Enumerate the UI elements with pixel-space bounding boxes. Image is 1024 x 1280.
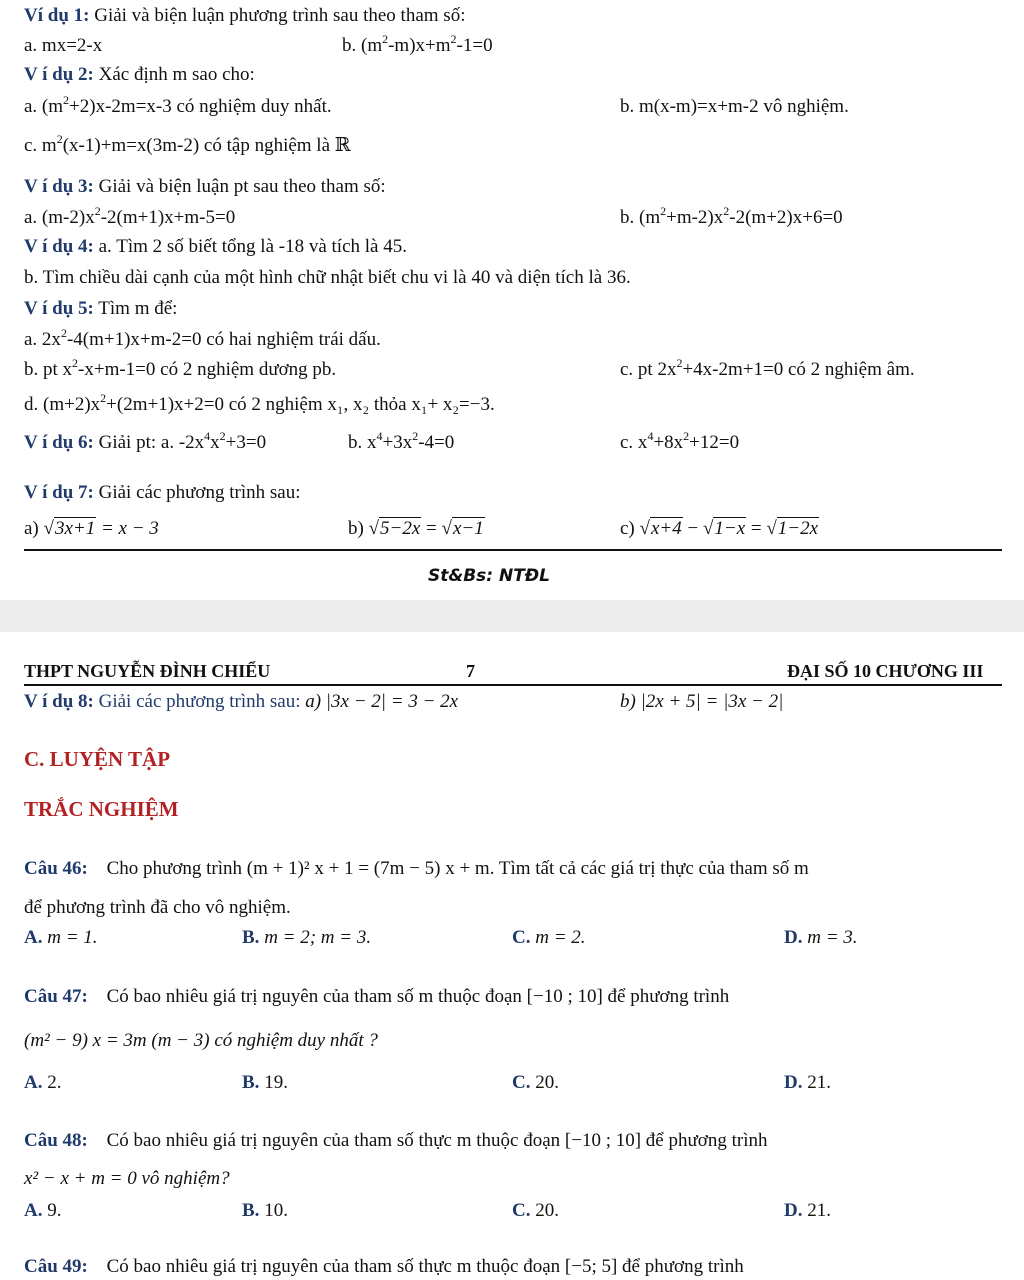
example-7-title: V í dụ 7:	[24, 482, 94, 503]
question-46-text-2: để phương trình đã cho vô nghiệm.	[24, 897, 291, 918]
signature: St&Bs: NTĐL	[428, 566, 551, 586]
example-8	[24, 690, 458, 714]
example-6: V í dụ 6: Giải pt: a. $-2x^4x^2+3=0$	[24, 429, 267, 453]
example-2-title: V í dụ 2:	[24, 64, 94, 85]
example-1	[24, 4, 465, 28]
header-school: THPT NGUYỄN ĐÌNH CHIỂU	[24, 661, 271, 681]
question-49-text: Có bao nhiêu giá trị nguyên của tham số thực m thuộc đoạn [−5; 5] để phương trình	[106, 1256, 744, 1277]
question-46-text: Cho phương trình (m + 1)² x + 1 = (7m − 5) x + m. Tìm tất cả các giá trị thực của tham số m	[106, 858, 809, 879]
example-7	[24, 481, 300, 505]
example-1-a: a. mx=2-x	[24, 35, 103, 56]
question-46	[24, 857, 809, 881]
example-2-text: Xác định m sao cho:	[98, 64, 255, 85]
section-multiple-choice: TRẮC NGHIỆM	[24, 797, 179, 821]
example-7-b: b) √5−2x = √x−1	[348, 518, 484, 539]
q47-option-a[interactable]: A. 2.	[24, 1072, 62, 1093]
question-48-text-2: x² − x + m = 0 vô nghiệm?	[24, 1168, 230, 1189]
question-47-text-2: (m² − 9) x = 3m (m − 3) có nghiệm duy nhất ?	[24, 1030, 378, 1051]
example-8-a: a) |3x − 2| = 3 − 2x	[305, 691, 459, 712]
example-5-a: a. $2x^2-4(m+1)x+m-2=0$ có hai nghiệm trái dấu.	[24, 326, 381, 350]
divider	[24, 549, 1002, 551]
header-chapter: ĐẠI SỐ 10 CHƯƠNG III	[787, 661, 984, 681]
example-5-title: V í dụ 5:	[24, 298, 94, 319]
example-1-b: b. $(m^2-m)x+m^2-1=0$	[342, 32, 493, 56]
example-5-d: d. $(m+2)x^2+(2m+1)x+2=0$ có 2 nghiệm x₁, x₂ thỏa x₁+ x₂=−3.	[24, 391, 495, 415]
q48-option-a[interactable]: A. 9.	[24, 1200, 62, 1221]
example-6-c: c. $x^4+8x^2+12=0$	[620, 429, 740, 453]
question-49-label: Câu 49:	[24, 1256, 88, 1277]
example-2	[24, 63, 255, 87]
example-5-text: Tìm m để:	[98, 298, 178, 319]
question-48	[24, 1129, 767, 1153]
example-7-text: Giải các phương trình sau:	[98, 482, 301, 503]
example-7-c: c) √x+4 − √1−x = √1−2x	[620, 518, 819, 539]
q46-option-a[interactable]: A. m = 1.	[24, 927, 98, 948]
question-48-label: Câu 48:	[24, 1130, 88, 1151]
question-47-label: Câu 47:	[24, 986, 88, 1007]
q48-option-d[interactable]: D. 21.	[784, 1200, 831, 1221]
q47-option-b[interactable]: B. 19.	[242, 1072, 288, 1093]
example-4-b: b. Tìm chiều dài cạnh của một hình chữ nhật biết chu vi là 40 và diện tích là 36.	[24, 267, 631, 288]
example-8-b: b) |2x + 5| = |3x − 2|	[620, 691, 784, 712]
example-8-title: V í dụ 8:	[24, 691, 94, 712]
example-7-a: a) √3x+1 = x − 3	[24, 518, 159, 539]
example-8-text: Giải các phương trình sau:	[98, 691, 301, 712]
example-5-b: b. pt $x^2-x+m-1=0$ có 2 nghiệm dương pb.	[24, 356, 337, 380]
example-3-text: Giải và biện luận pt sau theo tham số:	[98, 176, 386, 197]
example-2-b: b. m(x-m)=x+m-2 vô nghiệm.	[620, 96, 849, 117]
section-practice: C. LUYỆN TẬP	[24, 747, 171, 771]
example-4-text: a. Tìm 2 số biết tổng là -18 và tích là 45.	[98, 236, 407, 257]
q48-option-b[interactable]: B. 10.	[242, 1200, 288, 1221]
q48-option-c[interactable]: C. 20.	[512, 1200, 559, 1221]
q47-option-c[interactable]: C. 20.	[512, 1072, 559, 1093]
example-6-b: b. $x^4+3x^2-4=0$	[348, 429, 455, 453]
question-47-text: Có bao nhiêu giá trị nguyên của tham số m thuộc đoạn [−10 ; 10] để phương trình	[106, 986, 730, 1007]
example-2-c: c. $m^2(x-1)+m=x(3m-2)$ có tập nghiệm là ℝ	[24, 132, 351, 156]
example-4	[24, 235, 407, 259]
example-1-text: Giải và biện luận phương trình sau theo tham số:	[94, 5, 466, 26]
page-break	[0, 600, 1024, 632]
q46-option-d[interactable]: D. m = 3.	[784, 927, 858, 948]
question-47	[24, 985, 729, 1009]
q46-option-c[interactable]: C. m = 2.	[512, 927, 586, 948]
example-1-title: Ví dụ 1:	[24, 5, 90, 26]
example-3-title: V í dụ 3:	[24, 176, 94, 197]
example-5	[24, 297, 177, 321]
example-6-title: V í dụ 6:	[24, 432, 94, 453]
question-49	[24, 1255, 744, 1279]
q46-option-b[interactable]: B. m = 2; m = 3.	[242, 927, 372, 948]
example-3	[24, 175, 386, 199]
q47-option-d[interactable]: D. 21.	[784, 1072, 831, 1093]
header-rule	[24, 684, 1002, 686]
example-3-b: b. $(m^2+m-2)x^2-2(m+2)x+6=0$	[620, 204, 843, 228]
example-3-a: a. $(m-2)x^2-2(m+1)x+m-5=0$	[24, 204, 236, 228]
page-number: 7	[466, 661, 475, 681]
question-48-text: Có bao nhiêu giá trị nguyên của tham số thực m thuộc đoạn [−10 ; 10] để phương trình	[106, 1130, 768, 1151]
example-4-title: V í dụ 4:	[24, 236, 94, 257]
example-5-c: c. pt $2x^2+4x-2m+1=0$ có 2 nghiệm âm.	[620, 356, 915, 380]
question-46-label: Câu 46:	[24, 858, 88, 879]
example-2-a: a. $(m^2+2)x-2m=x-3$ có nghiệm duy nhất.	[24, 93, 332, 117]
